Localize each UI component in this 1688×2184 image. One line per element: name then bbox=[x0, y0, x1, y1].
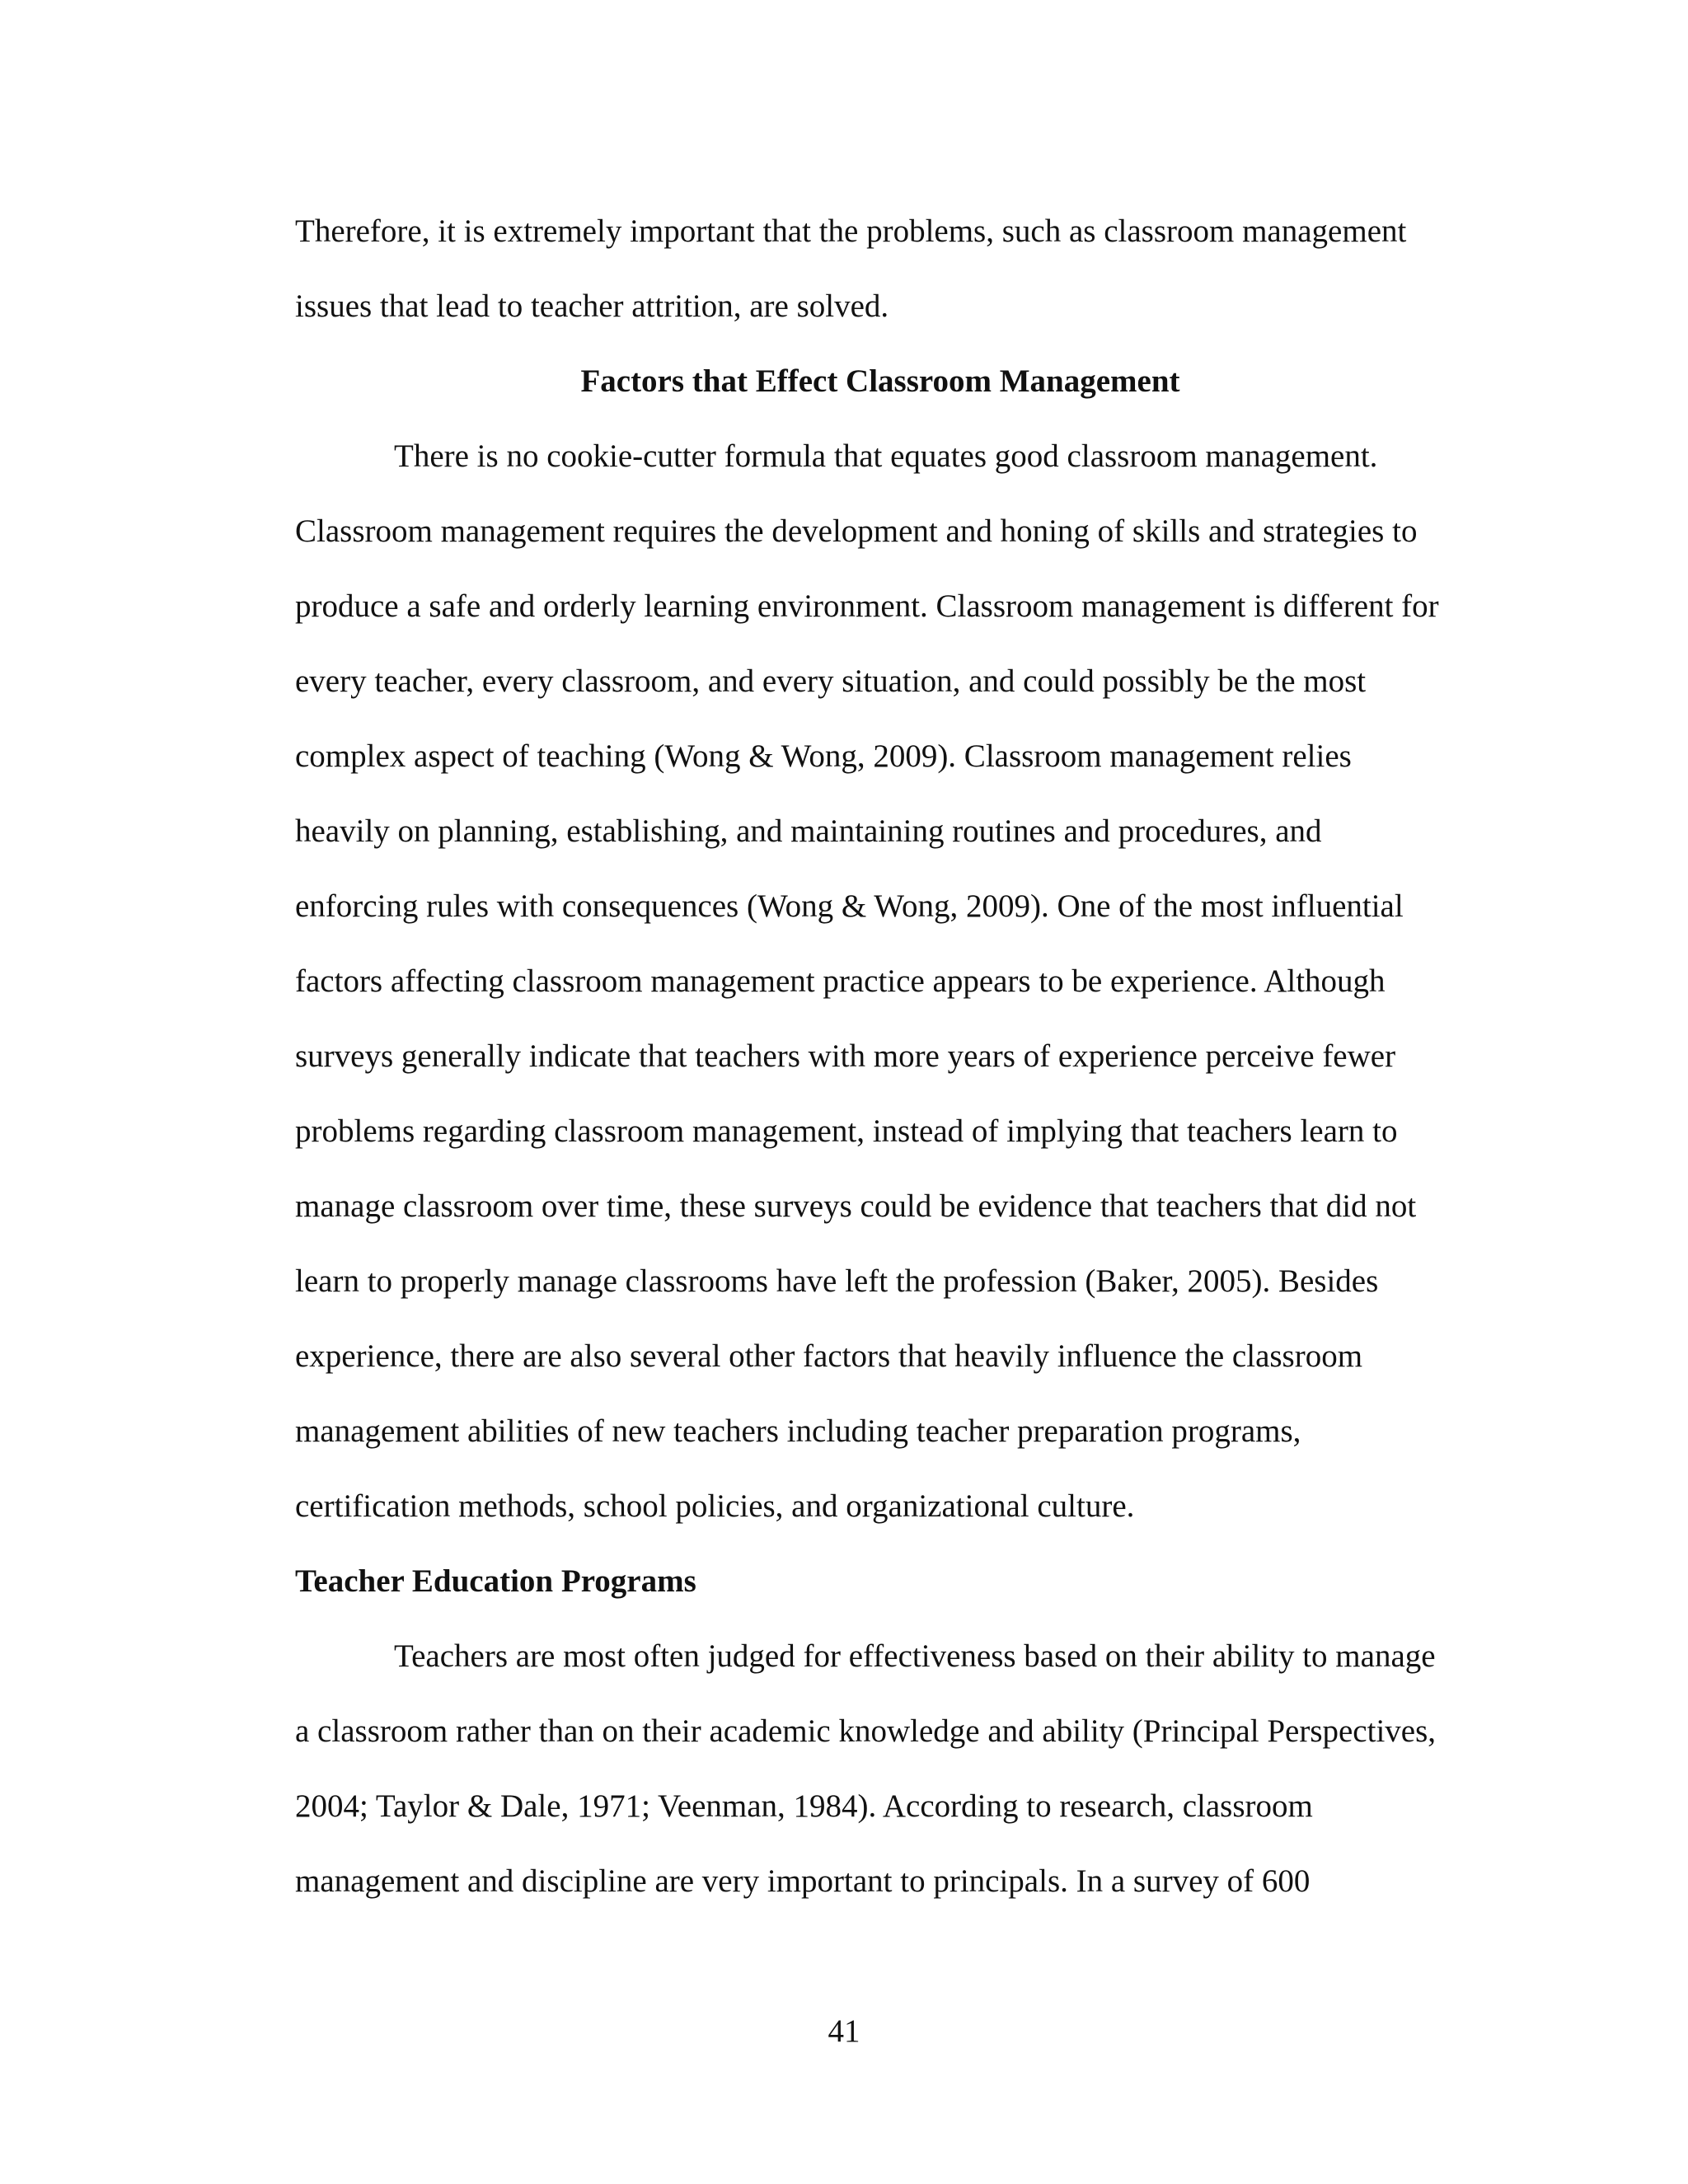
subsection-heading: Teacher Education Programs bbox=[295, 1563, 696, 1599]
body-text bbox=[295, 194, 1482, 1919]
paragraph-line: produce a safe and orderly learning environment. Classroom management is different for bbox=[295, 588, 1439, 624]
paragraph-line: Teachers are most often judged for effectiveness based on their ability to manage bbox=[394, 1638, 1436, 1674]
paragraph-line: problems regarding classroom management, instead of implying that teachers learn to bbox=[295, 1113, 1398, 1149]
paragraph-line: There is no cookie-cutter formula that equates good classroom management. bbox=[394, 438, 1378, 474]
paragraph-line: manage classroom over time, these surveys could be evidence that teachers that did not bbox=[295, 1188, 1417, 1224]
paragraph-line: Therefore, it is extremely important that the problems, such as classroom management bbox=[295, 213, 1407, 249]
paragraph-line: learn to properly manage classrooms have left the profession (Baker, 2005). Besides bbox=[295, 1263, 1379, 1299]
paragraph-line: 2004; Taylor & Dale, 1971; Veenman, 1984). According to research, classroom bbox=[295, 1788, 1313, 1824]
paragraph-line: enforcing rules with consequences (Wong & Wong, 2009). One of the most influential bbox=[295, 888, 1404, 924]
paragraph-line: a classroom rather than on their academic knowledge and ability (Principal Perspectives, bbox=[295, 1713, 1437, 1749]
section-heading: Factors that Effect Classroom Management bbox=[580, 363, 1180, 399]
paragraph-line: surveys generally indicate that teachers with more years of experience perceive fewer bbox=[295, 1038, 1396, 1074]
paragraph-line: complex aspect of teaching (Wong & Wong, 2009). Classroom management relies bbox=[295, 738, 1352, 774]
paragraph-line: issues that lead to teacher attrition, are solved. bbox=[295, 288, 889, 324]
page-number: 41 bbox=[828, 2013, 860, 2049]
paragraph-line: heavily on planning, establishing, and maintaining routines and procedures, and bbox=[295, 813, 1322, 849]
paragraph-line: experience, there are also several other factors that heavily influence the classroom bbox=[295, 1338, 1363, 1374]
paragraph-line: management abilities of new teachers including teacher preparation programs, bbox=[295, 1413, 1301, 1449]
paragraph-line: every teacher, every classroom, and every situation, and could possibly be the most bbox=[295, 663, 1367, 699]
paragraph-line: Classroom management requires the development and honing of skills and strategies to bbox=[295, 513, 1418, 549]
paragraph-line: management and discipline are very important to principals. In a survey of 600 bbox=[295, 1863, 1311, 1899]
paragraph-line: certification methods, school policies, and organizational culture. bbox=[295, 1488, 1135, 1524]
paragraph-line: factors affecting classroom management practice appears to be experience. Although bbox=[295, 963, 1386, 999]
